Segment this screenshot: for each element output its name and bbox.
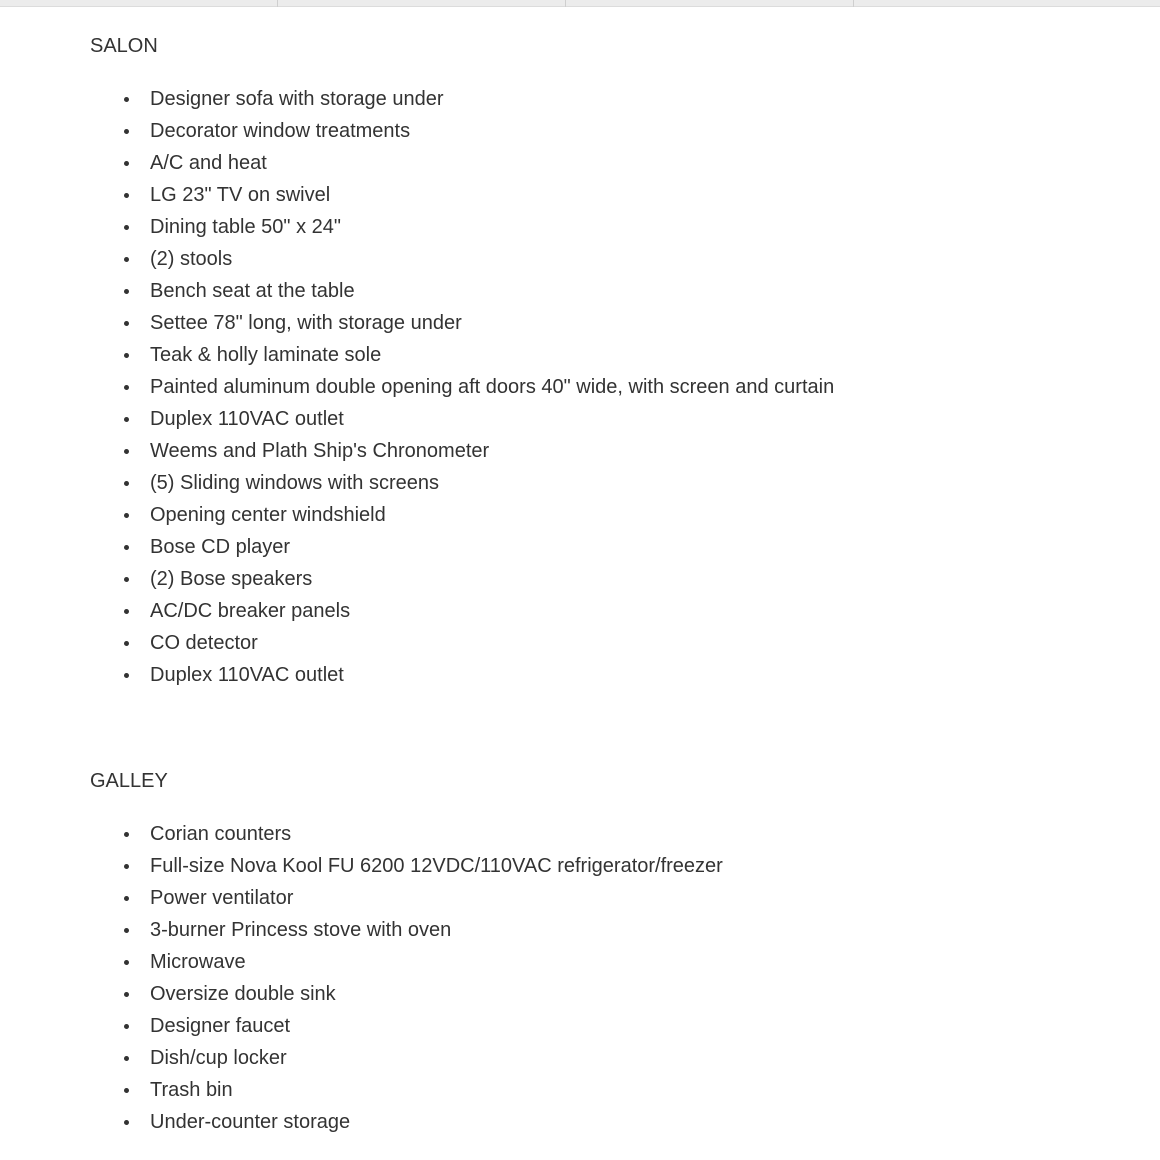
list-item-text: Teak & holly laminate sole bbox=[150, 344, 382, 366]
list-item-text: Settee 78" long, with storage under bbox=[150, 312, 462, 334]
bullet-icon bbox=[124, 289, 129, 294]
list-item bbox=[90, 1010, 723, 1042]
list-item bbox=[90, 946, 723, 978]
list-item bbox=[90, 978, 723, 1010]
list-item bbox=[90, 243, 834, 275]
list-item-text: (2) Bose speakers bbox=[150, 568, 313, 590]
bullet-icon bbox=[124, 928, 129, 933]
top-table-edge bbox=[0, 0, 1160, 7]
bullet-icon bbox=[124, 1056, 129, 1061]
list-item-text: CO detector bbox=[150, 632, 258, 654]
list-item bbox=[90, 435, 834, 467]
bullet-icon bbox=[124, 832, 129, 837]
galley-list bbox=[90, 818, 723, 1138]
list-item-text: Duplex 110VAC outlet bbox=[150, 664, 344, 686]
list-item bbox=[90, 275, 834, 307]
salon-list bbox=[90, 83, 834, 691]
column-separator bbox=[853, 0, 854, 7]
bullet-icon bbox=[124, 193, 129, 198]
list-item bbox=[90, 882, 723, 914]
bullet-icon bbox=[124, 321, 129, 326]
list-item-text: 3-burner Princess stove with oven bbox=[150, 919, 452, 941]
list-item bbox=[90, 627, 834, 659]
list-item-text: AC/DC breaker panels bbox=[150, 600, 351, 622]
list-item-text: Corian counters bbox=[150, 823, 292, 845]
bullet-icon bbox=[124, 609, 129, 614]
list-item-text: Designer faucet bbox=[150, 1015, 291, 1037]
salon-heading: SALON bbox=[90, 35, 158, 57]
galley-heading: GALLEY bbox=[90, 770, 168, 792]
column-separator bbox=[277, 0, 278, 7]
bullet-icon bbox=[124, 992, 129, 997]
list-item bbox=[90, 403, 834, 435]
list-item bbox=[90, 818, 723, 850]
bullet-icon bbox=[124, 481, 129, 486]
list-item bbox=[90, 531, 834, 563]
list-item bbox=[90, 147, 834, 179]
column-separator bbox=[565, 0, 566, 7]
bullet-icon bbox=[124, 449, 129, 454]
list-item-text: LG 23" TV on swivel bbox=[150, 184, 331, 206]
list-item-text: Opening center windshield bbox=[150, 504, 386, 526]
list-item-text: Dish/cup locker bbox=[150, 1047, 287, 1069]
list-item-text: Weems and Plath Ship's Chronometer bbox=[150, 440, 490, 462]
list-item bbox=[90, 563, 834, 595]
list-item-text: Bose CD player bbox=[150, 536, 291, 558]
bullet-icon bbox=[124, 864, 129, 869]
list-item-text: Trash bin bbox=[150, 1079, 233, 1101]
list-item-text: Full-size Nova Kool FU 6200 12VDC/110VAC refrigerator/freezer bbox=[150, 855, 723, 877]
list-item bbox=[90, 339, 834, 371]
list-item bbox=[90, 467, 834, 499]
list-item bbox=[90, 850, 723, 882]
bullet-icon bbox=[124, 673, 129, 678]
bullet-icon bbox=[124, 960, 129, 965]
list-item-text: Under-counter storage bbox=[150, 1111, 351, 1133]
bullet-icon bbox=[124, 353, 129, 358]
bullet-icon bbox=[124, 1120, 129, 1125]
bullet-icon bbox=[124, 641, 129, 646]
list-item bbox=[90, 211, 834, 243]
list-item bbox=[90, 1042, 723, 1074]
bullet-icon bbox=[124, 161, 129, 166]
bullet-icon bbox=[124, 513, 129, 518]
bullet-icon bbox=[124, 225, 129, 230]
list-item-text: Microwave bbox=[150, 951, 246, 973]
list-item-text: Painted aluminum double opening aft doors 40" wide, with screen and curtain bbox=[150, 376, 835, 398]
list-item-text: Designer sofa with storage under bbox=[150, 88, 444, 110]
list-item bbox=[90, 499, 834, 531]
list-item-text: Duplex 110VAC outlet bbox=[150, 408, 344, 430]
list-item bbox=[90, 115, 834, 147]
bullet-icon bbox=[124, 417, 129, 422]
list-item-text: (2) stools bbox=[150, 248, 233, 270]
list-item-text: Power ventilator bbox=[150, 887, 294, 909]
list-item-text: (5) Sliding windows with screens bbox=[150, 472, 440, 494]
list-item-text: A/C and heat bbox=[150, 152, 267, 174]
bullet-icon bbox=[124, 1024, 129, 1029]
bullet-icon bbox=[124, 129, 129, 134]
bullet-icon bbox=[124, 385, 129, 390]
list-item-text: Bench seat at the table bbox=[150, 280, 355, 302]
list-item bbox=[90, 914, 723, 946]
bullet-icon bbox=[124, 257, 129, 262]
bullet-icon bbox=[124, 577, 129, 582]
bullet-icon bbox=[124, 1088, 129, 1093]
list-item bbox=[90, 307, 834, 339]
bullet-icon bbox=[124, 896, 129, 901]
list-item bbox=[90, 83, 834, 115]
bullet-icon bbox=[124, 545, 129, 550]
list-item bbox=[90, 179, 834, 211]
list-item bbox=[90, 371, 834, 403]
list-item bbox=[90, 659, 834, 691]
list-item bbox=[90, 595, 834, 627]
list-item bbox=[90, 1074, 723, 1106]
list-item-text: Dining table 50" x 24" bbox=[150, 216, 341, 238]
list-item-text: Oversize double sink bbox=[150, 983, 336, 1005]
bullet-icon bbox=[124, 97, 129, 102]
list-item bbox=[90, 1106, 723, 1138]
list-item-text: Decorator window treatments bbox=[150, 120, 411, 142]
